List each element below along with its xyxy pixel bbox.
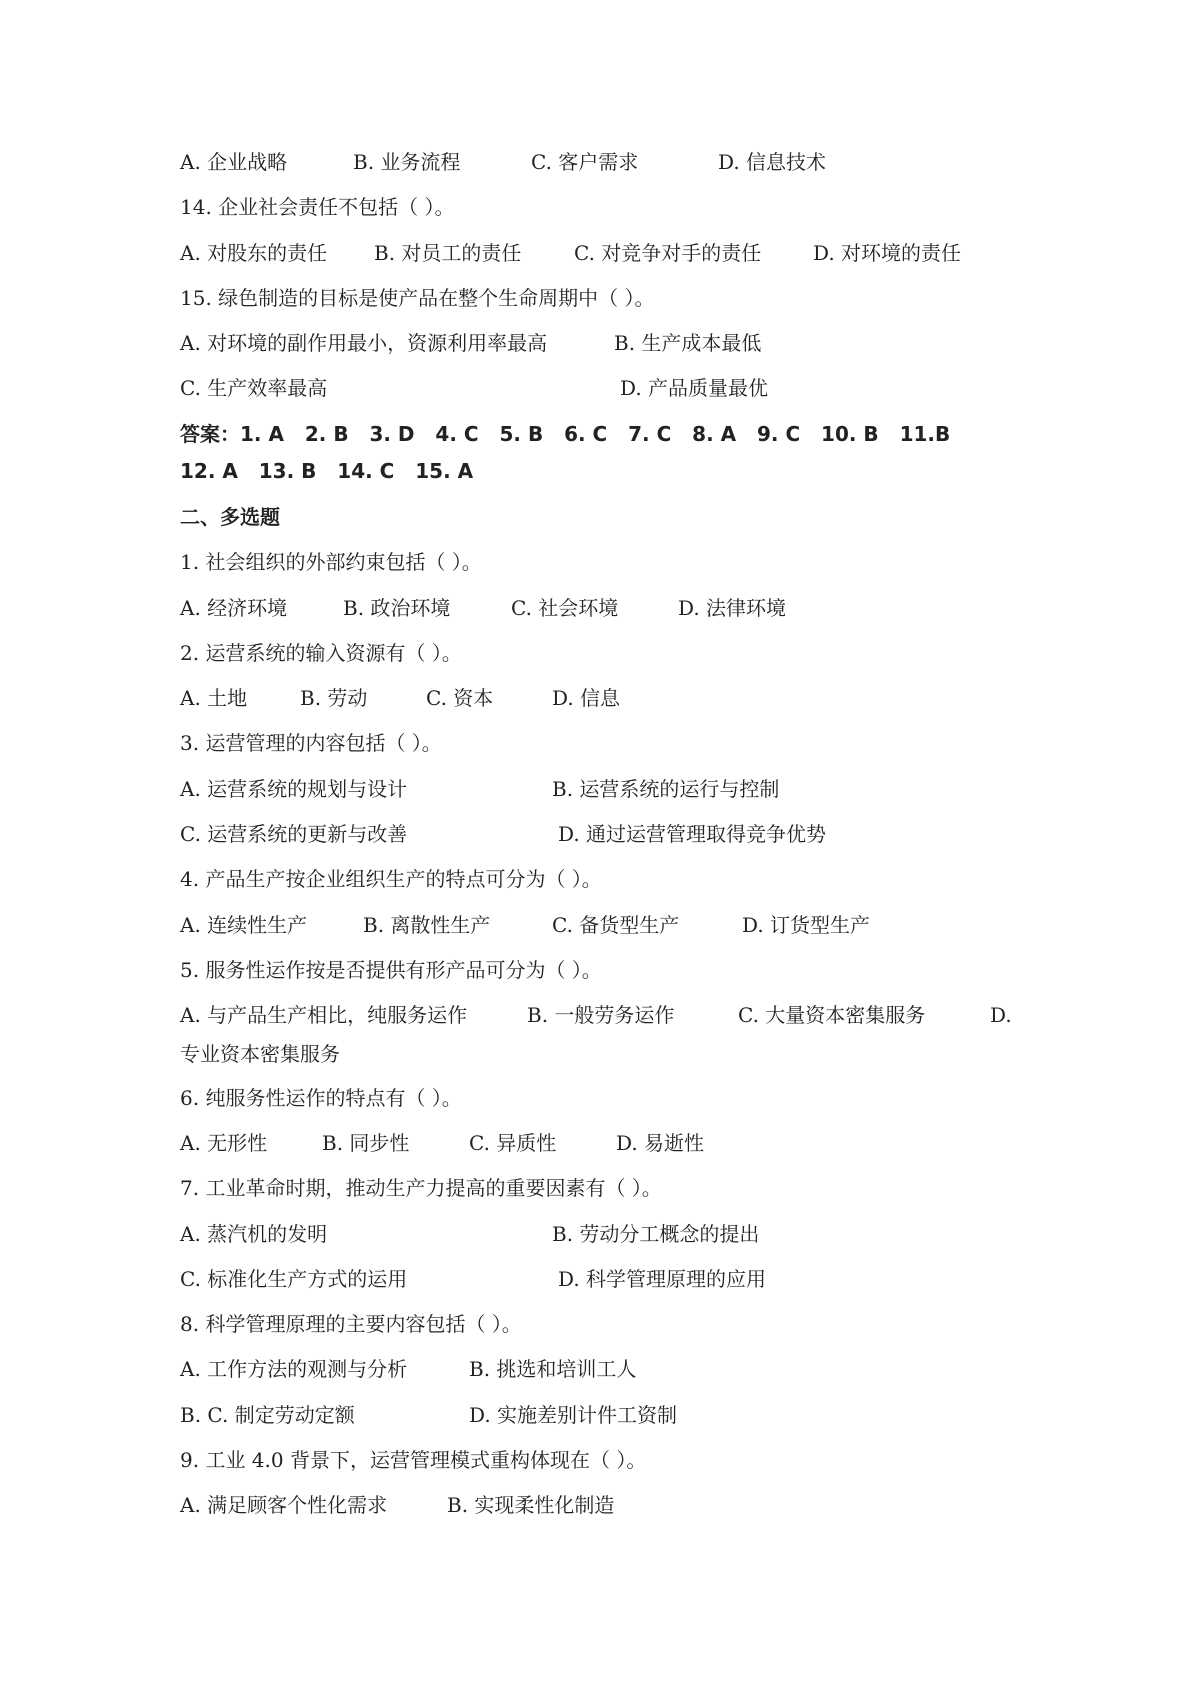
q15-option-c: C. 生产效率最高 [180, 376, 328, 400]
m3-option-d: D. 通过运营管理取得竞争优势 [558, 822, 827, 846]
q13-option-d: D. 信息技术 [718, 150, 827, 174]
q13-option-b: B. 业务流程 [353, 150, 461, 174]
q14-option-c: C. 对竞争对手的责任 [574, 241, 762, 265]
question-14: 14. 企业社会责任不包括（ ）。 [180, 195, 455, 219]
m4-option-a: A. 连续性生产 [180, 913, 308, 937]
m6-option-a: A. 无形性 [180, 1131, 268, 1155]
multi-question-9: 9. 工业 4.0 背景下，运营管理模式重构体现在（ ）。 [180, 1448, 647, 1472]
q14-option-a: A. 对股东的责任 [180, 241, 328, 265]
q14-option-b: B. 对员工的责任 [374, 241, 522, 265]
q13-option-c: C. 客户需求 [531, 150, 639, 174]
q15-option-a: A. 对环境的副作用最小，资源利用率最高 [180, 331, 548, 355]
m8-option-c: B. C. 制定劳动定额 [180, 1403, 355, 1427]
multi-question-8: 8. 科学管理原理的主要内容包括（ ）。 [180, 1312, 522, 1336]
section-heading-multiple-choice: 二、多选题 [180, 505, 280, 529]
m9-option-a: A. 满足顾客个性化需求 [180, 1493, 388, 1517]
multi-question-4: 4. 产品生产按企业组织生产的特点可分为（ ）。 [180, 867, 602, 891]
m4-option-c: C. 备货型生产 [552, 913, 680, 937]
answer-key-line-2: 12. A 13. B 14. C 15. A [180, 459, 474, 483]
answer-key-line-1: 答案：1. A 2. B 3. D 4. C 5. B 6. C 7. C 8. A 9. C 10. B 11.B [180, 422, 951, 446]
m1-option-a: A. 经济环境 [180, 596, 288, 620]
m7-option-b: B. 劳动分工概念的提出 [552, 1222, 760, 1246]
m4-option-b: B. 离散性生产 [363, 913, 491, 937]
m7-option-a: A. 蒸汽机的发明 [180, 1222, 328, 1246]
m2-option-c: C. 资本 [426, 686, 494, 710]
m7-option-c: C. 标准化生产方式的运用 [180, 1267, 408, 1291]
m8-option-a: A. 工作方法的观测与分析 [180, 1357, 408, 1381]
m9-option-b: B. 实现柔性化制造 [447, 1493, 615, 1517]
m8-option-b: B. 挑选和培训工人 [469, 1357, 637, 1381]
m5-option-c: C. 大量资本密集服务 [738, 1003, 926, 1027]
multi-question-5: 5. 服务性运作按是否提供有形产品可分为（ ）。 [180, 958, 602, 982]
m5-option-b: B. 一般劳务运作 [527, 1003, 675, 1027]
m2-option-b: B. 劳动 [300, 686, 368, 710]
m4-option-d: D. 订货型生产 [742, 913, 871, 937]
m6-option-b: B. 同步性 [322, 1131, 410, 1155]
multi-question-1: 1. 社会组织的外部约束包括（ ）。 [180, 550, 482, 574]
multi-question-3: 3. 运营管理的内容包括（ ）。 [180, 731, 442, 755]
m3-option-c: C. 运营系统的更新与改善 [180, 822, 408, 846]
m6-option-c: C. 异质性 [469, 1131, 557, 1155]
m1-option-c: C. 社会环境 [511, 596, 619, 620]
m1-option-d: D. 法律环境 [678, 596, 787, 620]
m3-option-a: A. 运营系统的规划与设计 [180, 777, 408, 801]
q15-option-d: D. 产品质量最优 [620, 376, 769, 400]
m5-option-d-continued: 专业资本密集服务 [180, 1042, 340, 1066]
m3-option-b: B. 运营系统的运行与控制 [552, 777, 780, 801]
m8-option-d: D. 实施差别计件工资制 [469, 1403, 678, 1427]
q14-option-d: D. 对环境的责任 [813, 241, 962, 265]
question-15: 15. 绿色制造的目标是使产品在整个生命周期中（ ）。 [180, 286, 655, 310]
m5-option-a: A. 与产品生产相比，纯服务运作 [180, 1003, 468, 1027]
multi-question-6: 6. 纯服务性运作的特点有（ ）。 [180, 1086, 462, 1110]
q15-option-b: B. 生产成本最低 [614, 331, 762, 355]
m7-option-d: D. 科学管理原理的应用 [558, 1267, 767, 1291]
multi-question-2: 2. 运营系统的输入资源有（ ）。 [180, 641, 462, 665]
m6-option-d: D. 易逝性 [616, 1131, 705, 1155]
m5-option-d: D. [990, 1003, 1012, 1027]
m2-option-a: A. 土地 [180, 686, 248, 710]
q13-option-a: A. 企业战略 [180, 150, 288, 174]
m2-option-d: D. 信息 [552, 686, 621, 710]
m1-option-b: B. 政治环境 [343, 596, 451, 620]
multi-question-7: 7. 工业革命时期，推动生产力提高的重要因素有（ ）。 [180, 1176, 662, 1200]
